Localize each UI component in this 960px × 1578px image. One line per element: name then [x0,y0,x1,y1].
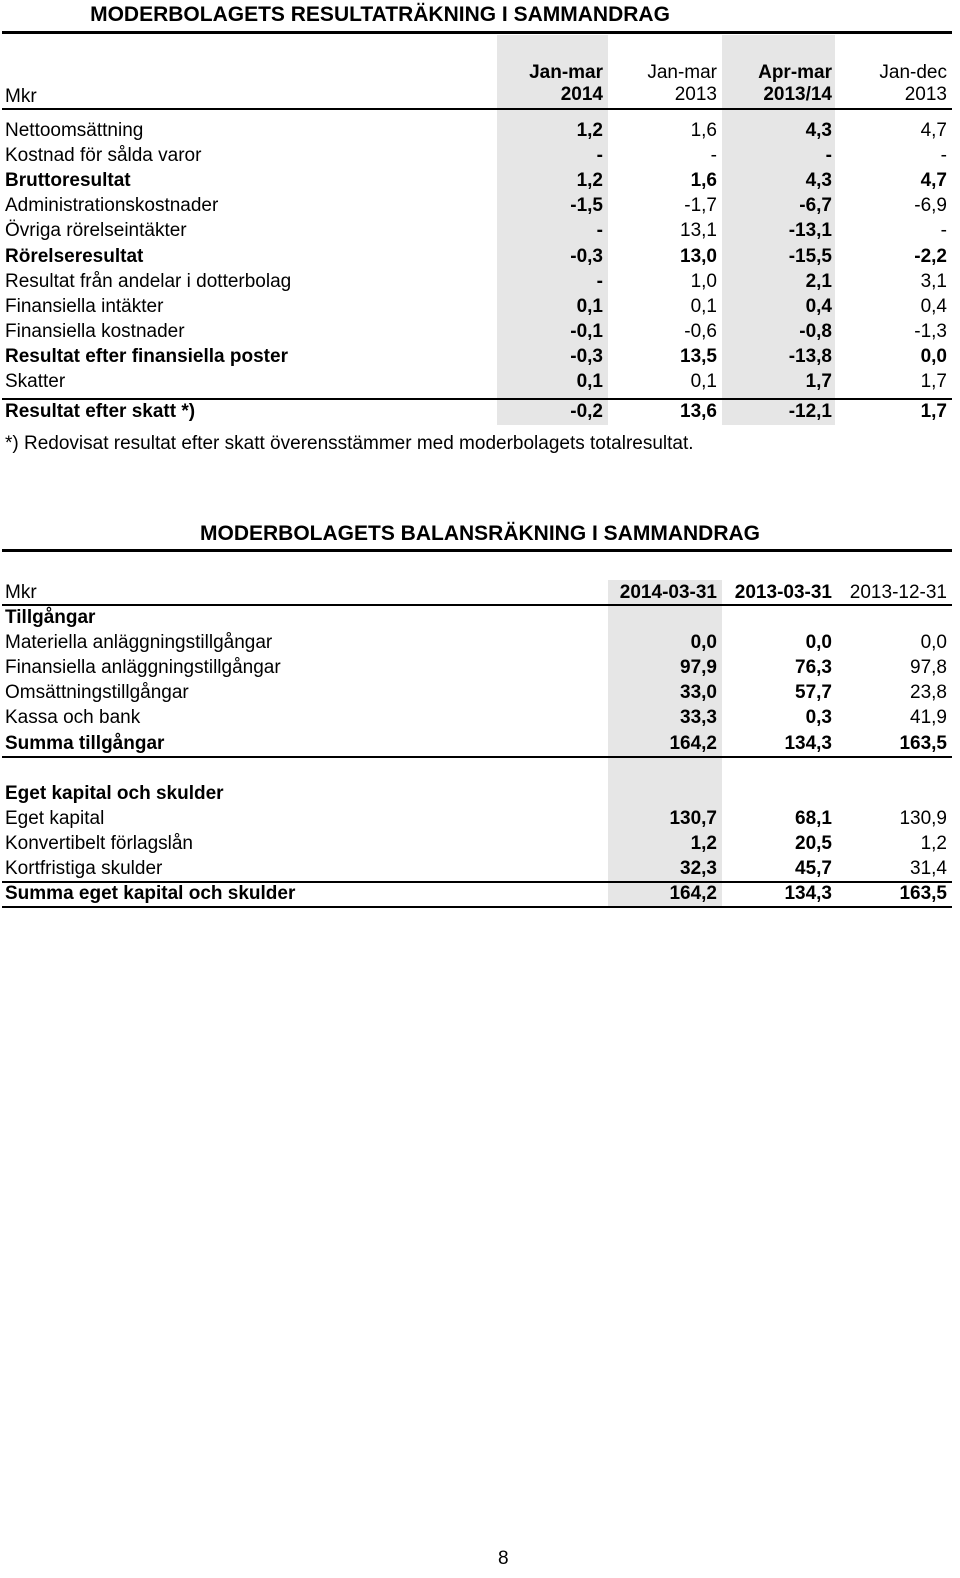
balance-row [0,758,960,783]
balance-cell: 0,0 [805,632,832,654]
income-col-header-2: Jan-mar 2013 [647,62,717,105]
balance-row-label: Omsättningstillgångar [5,682,189,704]
income-title-rule [2,31,952,34]
income-cell: -12,1 [788,401,832,423]
balance-row [0,657,960,682]
balance-row-label: Kortfristiga skulder [5,858,163,879]
income-row [0,246,960,271]
income-cell: 0,1 [690,371,717,392]
income-row [0,220,960,245]
income-row-label: Resultat efter skatt *) [5,401,196,423]
income-row-label: Kostnad för sålda varor [5,145,202,167]
income-row-label: Finansiella kostnader [5,320,185,342]
income-cell: - [825,145,832,167]
income-cell: - [710,145,717,167]
income-row-label: Administrationskostnader [5,195,219,217]
balance-row-label: Kassa och bank [5,707,141,729]
income-cell: 0,1 [690,295,717,317]
income-cell: 13,5 [680,345,717,367]
income-cell: 0,0 [920,345,947,367]
balance-col-header-3: 2013-12-31 [849,582,947,603]
page-number: 8 [498,1548,509,1569]
income-row [0,195,960,220]
balance-row [0,883,960,908]
balance-cell: 130,9 [899,807,947,829]
income-cell: 2,1 [805,270,832,292]
balance-cell: 163,5 [899,883,947,905]
income-mkr-label: Mkr [5,86,37,107]
income-cell: - [596,270,603,292]
balance-header-rule [2,604,952,606]
income-cell: 1,2 [576,170,603,192]
income-cell: -0,3 [570,245,603,267]
income-cell: -15,5 [788,245,832,267]
income-cell: -1,3 [914,320,947,342]
balance-row-label: Konvertibelt förlagslån [5,832,193,854]
balance-title: MODERBOLAGETS BALANSRÄKNING I SAMMANDRAG [200,522,760,545]
income-cell: 4,3 [805,120,832,141]
income-cell: 1,2 [576,120,603,141]
income-cell: -0,6 [684,320,717,342]
income-cell: 0,1 [576,371,603,392]
income-cell: -0,1 [570,320,603,342]
income-row [0,401,960,426]
balance-cell: 41,9 [910,707,947,729]
balance-row-label: Materiella anläggningstillgångar [5,632,273,654]
income-cell: -1,5 [570,195,603,217]
income-col-header-3: Apr-mar 2013/14 [758,62,832,105]
income-cell: - [596,145,603,167]
balance-cell: 20,5 [795,832,832,854]
balance-cell: 164,2 [669,883,717,905]
income-row-label: Finansiella intäkter [5,295,164,317]
balance-cell: 31,4 [910,858,947,879]
balance-cell: 134,3 [784,883,832,905]
income-cell: 13,0 [680,245,717,267]
balance-cell: 32,3 [680,858,717,879]
balance-cell: 45,7 [795,858,832,879]
income-row-label: Rörelseresultat [5,245,144,267]
income-cell: 1,7 [805,371,832,392]
balance-row [0,833,960,858]
income-cell: - [940,220,947,242]
balance-row [0,607,960,632]
balance-cell: 33,0 [680,682,717,704]
balance-row-label: Finansiella anläggningstillgångar [5,657,281,679]
income-row-label: Resultat efter finansiella poster [5,345,288,367]
income-cell: -13,1 [788,220,832,242]
income-total-rule [2,398,952,400]
balance-col-header-2: 2013-03-31 [734,582,832,603]
income-title: MODERBOLAGETS RESULTATRÄKNING I SAMMANDRAG [90,3,670,26]
balance-col-header-1: 2014-03-31 [619,582,717,603]
income-cell: 3,1 [920,270,947,292]
income-cell: -13,8 [788,345,832,367]
balance-cell: 23,8 [910,682,947,704]
balance-cell: 0,3 [805,707,832,729]
balance-cell: 130,7 [669,807,717,829]
balance-row [0,783,960,808]
income-cell: -6,9 [914,195,947,217]
balance-assets-rule [2,756,952,758]
income-footnote: *) Redovisat resultat efter skatt överensstämmer med moderbolagets totalresultat. [5,433,694,454]
income-row [0,170,960,195]
balance-cell: 33,3 [680,707,717,729]
balance-cell: 134,3 [784,732,832,754]
income-col-header-1: Jan-mar 2014 [529,62,603,105]
income-row [0,296,960,321]
balance-cell: 97,8 [910,657,947,679]
balance-equity-top-rule [2,881,952,883]
income-cell: 13,1 [680,220,717,242]
balance-row-label: Summa eget kapital och skulder [5,883,296,905]
income-row [0,321,960,346]
balance-row [0,808,960,833]
balance-cell: 0,0 [690,632,717,654]
balance-row [0,632,960,657]
income-cell: 0,4 [805,295,832,317]
income-cell: 1,7 [920,371,947,392]
income-cell: - [596,220,603,242]
income-row-label: Bruttoresultat [5,170,131,192]
income-cell: -0,8 [799,320,832,342]
balance-row [0,733,960,758]
balance-cell: 57,7 [795,682,832,704]
income-cell: -0,2 [570,401,603,423]
income-cell: -1,7 [684,195,717,217]
income-cell: 4,3 [805,170,832,192]
income-cell: 1,0 [690,270,717,292]
balance-row-label: Summa tillgångar [5,732,165,754]
balance-title-rule [2,549,952,552]
balance-row [0,707,960,732]
balance-mkr-label: Mkr [5,582,37,603]
income-cell: 1,6 [690,170,717,192]
balance-cell: 1,2 [690,832,717,854]
income-row [0,346,960,371]
balance-row-label: Eget kapital [5,807,105,829]
income-row [0,371,960,396]
income-row [0,145,960,170]
income-row-label: Nettoomsättning [5,120,144,141]
income-cell: 1,7 [920,401,947,423]
income-row-label: Resultat från andelar i dotterbolag [5,270,292,292]
balance-bottom-rule [2,906,952,908]
income-row-label: Övriga rörelseintäkter [5,220,187,242]
income-cell: - [940,145,947,167]
balance-cell: 163,5 [899,732,947,754]
balance-cell: 76,3 [795,657,832,679]
income-row [0,271,960,296]
balance-cell: 0,0 [920,632,947,654]
income-cell: -0,3 [570,345,603,367]
balance-row [0,858,960,883]
income-row-label: Skatter [5,371,66,392]
balance-row-label: Tillgångar [5,607,96,628]
income-cell: 0,4 [920,295,947,317]
income-cell: -6,7 [799,195,832,217]
income-cell: 13,6 [680,401,717,423]
income-cell: 4,7 [920,170,947,192]
balance-cell: 164,2 [669,732,717,754]
balance-row-label: Eget kapital och skulder [5,782,224,804]
balance-cell: 1,2 [920,832,947,854]
balance-cell: 97,9 [680,657,717,679]
income-cell: 0,1 [576,295,603,317]
income-cell: 4,7 [920,120,947,141]
income-row [0,120,960,145]
income-col-header-4: Jan-dec 2013 [879,62,947,105]
balance-cell: 68,1 [795,807,832,829]
income-cell: 1,6 [690,120,717,141]
income-cell: -2,2 [914,245,947,267]
income-header-rule [2,108,952,110]
balance-row [0,682,960,707]
